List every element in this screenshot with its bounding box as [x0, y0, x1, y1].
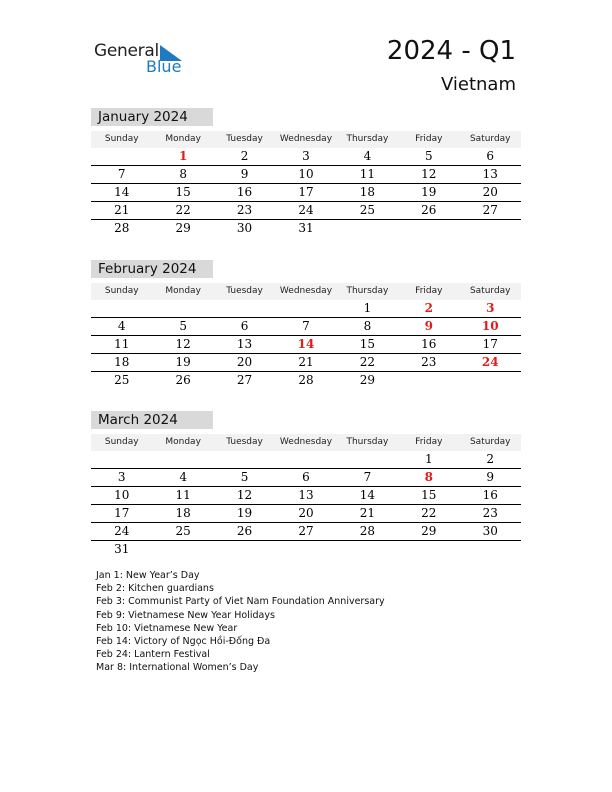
date-cell: 4 [117, 319, 126, 333]
month-block [91, 411, 521, 558]
date-cell: 6 [486, 149, 495, 163]
date-cell [337, 541, 398, 558]
weekday-label: Wednesday [279, 286, 333, 296]
date-cell: 29 [359, 373, 376, 387]
holiday-date-cell: 9 [424, 319, 433, 333]
date-cell: 12 [236, 488, 253, 502]
date-cell: 19 [175, 355, 191, 369]
weekday-label: Saturday [469, 286, 511, 296]
date-cell: 27 [236, 373, 253, 387]
date-cell [275, 451, 336, 468]
week-row [91, 487, 521, 505]
weekday-label: Sunday [104, 286, 139, 296]
logo-blue-text: Blue [146, 57, 182, 76]
holiday-date-cell: 3 [486, 301, 495, 315]
week-row [91, 372, 521, 389]
week-row [91, 202, 521, 220]
week-row [91, 300, 521, 318]
date-cell: 27 [482, 203, 498, 217]
date-cell: 19 [421, 185, 437, 199]
weekday-label: Monday [165, 134, 201, 144]
date-cell: 28 [359, 524, 376, 538]
weekday-label: Friday [415, 134, 443, 144]
date-cell: 18 [114, 355, 130, 369]
date-cell: 27 [298, 524, 314, 538]
date-cell: 1 [425, 452, 433, 466]
holiday-date-cell: 1 [178, 149, 188, 163]
date-cell [214, 451, 275, 468]
weekday-label: Friday [415, 437, 443, 447]
date-cell: 8 [363, 319, 372, 333]
week-row [91, 523, 521, 541]
holiday-date-cell: 24 [481, 355, 499, 369]
date-cell: 16 [421, 337, 437, 351]
generalblue-logo [94, 41, 194, 81]
date-cell: 5 [240, 470, 249, 484]
date-cell: 6 [302, 470, 310, 484]
holiday-entry: Feb 10: Vietnamese New Year [96, 622, 238, 634]
date-cell: 10 [298, 167, 314, 181]
date-cell: 17 [114, 506, 130, 520]
date-cell: 12 [175, 337, 191, 351]
date-cell: 25 [175, 524, 191, 538]
date-cell: 11 [114, 337, 130, 351]
date-cell: 3 [302, 149, 310, 163]
date-cell [275, 300, 336, 317]
country-name: Vietnam [440, 74, 516, 95]
week-row [91, 451, 521, 469]
month-name: January 2024 [91, 108, 213, 126]
weekday-label: Thursday [346, 437, 389, 447]
week-row [91, 541, 521, 558]
date-cell: 5 [425, 149, 433, 163]
date-cell: 29 [421, 524, 437, 538]
date-cell: 23 [482, 506, 498, 520]
date-cell: 16 [482, 488, 498, 502]
date-cell [91, 300, 152, 317]
date-cell: 22 [421, 506, 437, 520]
month-name: February 2024 [91, 260, 213, 278]
date-cell [91, 148, 152, 165]
date-cell: 16 [236, 185, 253, 199]
weekday-label: Friday [415, 286, 443, 296]
holiday-entry: Feb 9: Vietnamese New Year Holidays [96, 609, 275, 621]
date-cell [275, 541, 336, 558]
weekday-label: Wednesday [279, 437, 333, 447]
date-cell: 3 [117, 470, 126, 484]
weekday-label: Tuesday [226, 134, 263, 144]
date-cell: 14 [114, 185, 130, 199]
weekday-label: Monday [165, 437, 201, 447]
month-name: March 2024 [91, 411, 213, 429]
weekday-label: Saturday [469, 437, 511, 447]
date-cell: 23 [236, 203, 253, 217]
weekday-header-row [91, 434, 521, 451]
date-cell: 11 [359, 167, 376, 181]
date-cell: 21 [114, 203, 130, 217]
date-cell: 22 [359, 355, 376, 369]
date-cell: 1 [363, 301, 372, 315]
date-cell: 25 [359, 203, 376, 217]
date-cell: 31 [114, 542, 130, 556]
date-cell: 17 [482, 337, 498, 351]
week-row [91, 166, 521, 184]
date-cell: 11 [175, 488, 191, 502]
date-cell [91, 451, 152, 468]
month-block [91, 260, 521, 389]
date-cell: 5 [179, 319, 187, 333]
date-cell [398, 372, 459, 389]
date-cell: 21 [359, 506, 376, 520]
date-cell [214, 300, 275, 317]
date-cell [460, 541, 521, 558]
date-cell: 25 [114, 373, 130, 387]
date-cell: 20 [482, 185, 498, 199]
date-cell: 13 [298, 488, 314, 502]
date-cell: 26 [175, 373, 191, 387]
date-cell: 29 [175, 221, 191, 235]
date-cell: 26 [421, 203, 437, 217]
weekday-label: Thursday [346, 286, 389, 296]
date-cell: 13 [236, 337, 253, 351]
week-row [91, 148, 521, 166]
date-cell: 10 [114, 488, 130, 502]
date-cell: 15 [421, 488, 437, 502]
date-cell: 14 [359, 488, 376, 502]
date-cell: 22 [175, 203, 191, 217]
date-cell: 21 [298, 355, 314, 369]
holiday-date-cell: 2 [424, 301, 433, 315]
holiday-list [96, 569, 385, 675]
week-row [91, 184, 521, 202]
date-cell [152, 300, 213, 317]
date-cell: 13 [482, 167, 498, 181]
week-row [91, 220, 521, 237]
week-row [91, 354, 521, 372]
date-cell: 18 [359, 185, 376, 199]
date-cell: 17 [298, 185, 314, 199]
date-cell: 7 [117, 167, 126, 181]
date-cell: 18 [175, 506, 191, 520]
date-cell [398, 541, 459, 558]
logo-general-text: General [94, 41, 159, 61]
date-cell: 20 [236, 355, 253, 369]
date-cell: 12 [421, 167, 437, 181]
date-cell: 8 [179, 167, 187, 181]
date-cell: 4 [363, 149, 372, 163]
holiday-entry: Feb 3: Communist Party of Viet Nam Foundation Anniversary [96, 596, 385, 608]
weekday-label: Sunday [104, 134, 139, 144]
weekday-label: Saturday [469, 134, 511, 144]
week-row [91, 505, 521, 523]
holiday-date-cell: 14 [297, 337, 315, 351]
holiday-date-cell: 10 [481, 319, 499, 333]
date-cell [460, 220, 521, 237]
date-cell [214, 541, 275, 558]
date-cell: 28 [298, 373, 314, 387]
date-cell: 30 [482, 524, 498, 538]
weekday-label: Wednesday [279, 134, 333, 144]
holiday-entry: Feb 14: Victory of Ngọc Hồi-Đống Đa [96, 636, 271, 648]
holiday-entry: Feb 24: Lantern Festival [96, 649, 210, 661]
date-cell [337, 451, 398, 468]
date-cell: 9 [240, 167, 249, 181]
date-cell: 24 [114, 524, 130, 538]
holiday-entry: Jan 1: New Year’s Day [96, 570, 200, 581]
date-cell: 2 [486, 452, 495, 466]
date-cell: 2 [240, 149, 249, 163]
holiday-date-cell: 8 [424, 470, 433, 484]
date-cell: 26 [236, 524, 253, 538]
date-cell [152, 541, 213, 558]
page-title: 2024 - Q1 [386, 36, 516, 66]
date-cell [337, 220, 398, 237]
month-block [91, 108, 521, 237]
weekday-label: Tuesday [226, 286, 263, 296]
date-cell [398, 220, 459, 237]
weekday-label: Sunday [104, 437, 139, 447]
weekday-label: Tuesday [226, 437, 263, 447]
week-row [91, 469, 521, 487]
date-cell: 15 [359, 337, 376, 351]
date-cell: 7 [363, 470, 372, 484]
date-cell: 4 [179, 470, 187, 484]
date-cell: 19 [236, 506, 253, 520]
date-cell: 9 [486, 470, 495, 484]
weekday-header-row [91, 131, 521, 148]
date-cell: 30 [236, 221, 253, 235]
date-cell: 7 [302, 319, 310, 333]
weekday-label: Monday [165, 286, 201, 296]
date-cell: 31 [298, 221, 314, 235]
date-cell: 15 [175, 185, 191, 199]
week-row [91, 336, 521, 354]
date-cell: 23 [421, 355, 437, 369]
date-cell: 20 [298, 506, 314, 520]
weekday-label: Thursday [346, 134, 389, 144]
weekday-header-row [91, 283, 521, 300]
date-cell: 24 [298, 203, 314, 217]
date-cell [460, 372, 521, 389]
date-cell: 28 [114, 221, 130, 235]
week-row [91, 318, 521, 336]
date-cell: 6 [240, 319, 249, 333]
holiday-entry: Mar 8: International Women’s Day [96, 662, 259, 674]
date-cell [152, 451, 213, 468]
holiday-entry: Feb 2: Kitchen guardians [96, 583, 214, 595]
